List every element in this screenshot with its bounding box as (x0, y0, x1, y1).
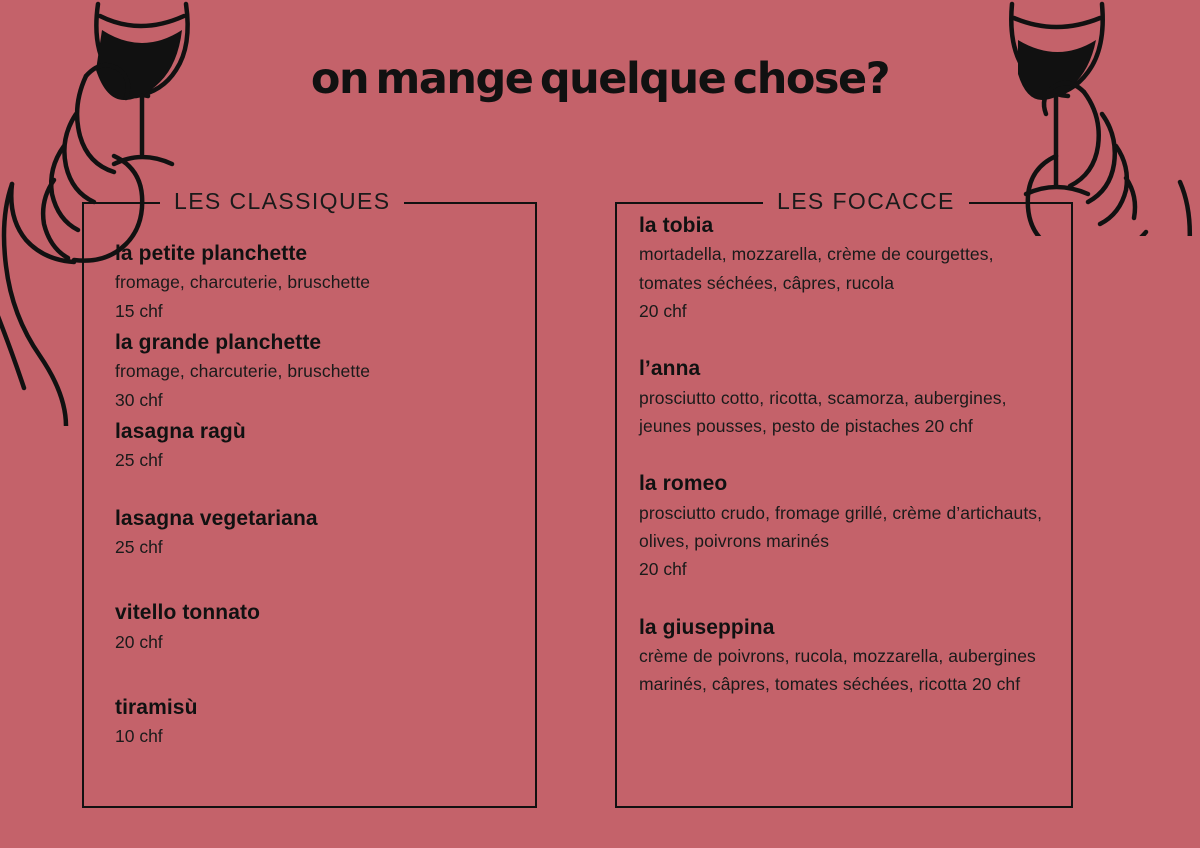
menu-item (639, 614, 1053, 699)
page-title: on mange quelque chose? (310, 54, 890, 104)
item-name: tiramisù (115, 696, 198, 720)
menu-item (639, 470, 1053, 583)
item-description: prosciutto cotto, ricotta, scamorza, aubergines, jeunes pousses, pesto de pistaches 20 chf (639, 387, 1007, 437)
menu-item (115, 418, 517, 475)
item-description: fromage, charcuterie, bruschette (115, 361, 371, 382)
item-description: mortadella, mozzarella, crème de courgettes, tomates séchées, câpres, rucola (639, 244, 994, 293)
item-name: l’anna (639, 357, 701, 381)
menu-item (639, 355, 1053, 440)
spacer (639, 444, 1053, 470)
menu-item (639, 212, 1053, 325)
spacer (115, 660, 517, 694)
spacer (115, 479, 517, 505)
item-name: lasagna ragù (115, 420, 246, 444)
menu-section-focacce (615, 188, 1073, 808)
menu-item (115, 505, 517, 562)
item-price: 20 chf (639, 559, 687, 580)
spacer (639, 588, 1053, 614)
item-description: fromage, charcuterie, bruschette (115, 272, 371, 293)
menu-section-classiques (82, 188, 537, 808)
item-name: la grande planchette (115, 331, 322, 355)
section-heading-classiques: LES CLASSIQUES (160, 184, 404, 218)
menu-item (115, 329, 517, 414)
item-name: la giuseppina (639, 615, 775, 639)
item-price: 25 chf (115, 537, 163, 558)
item-name: la petite planchette (115, 242, 308, 265)
item-price: 20 chf (115, 631, 163, 652)
item-name: la romeo (639, 472, 728, 496)
item-description: crème de poivrons, rucola, mozzarella, aubergines marinés, câpres, tomates séchées, ricotta 20 chf (639, 646, 1036, 695)
item-price: 10 chf (115, 726, 163, 747)
item-name: vitello tonnato (115, 601, 260, 625)
menu-item (115, 240, 517, 325)
spacer (639, 329, 1053, 355)
item-price: 15 chf (115, 300, 163, 321)
item-list-focacce (639, 212, 1053, 703)
spacer (115, 565, 517, 599)
item-price: 25 chf (115, 450, 163, 471)
item-name: lasagna vegetariana (115, 506, 318, 530)
section-heading-focacce: LES FOCACCE (763, 184, 969, 218)
item-description: prosciutto crudo, fromage grillé, crème d’artichauts, olives, poivrons marinés (639, 502, 1043, 552)
item-name: la tobia (639, 214, 714, 237)
item-price: 30 chf (115, 389, 163, 410)
menu-item (115, 694, 517, 751)
menu-item (115, 599, 517, 656)
item-price: 20 chf (639, 301, 687, 322)
item-list-classiques (115, 240, 517, 755)
